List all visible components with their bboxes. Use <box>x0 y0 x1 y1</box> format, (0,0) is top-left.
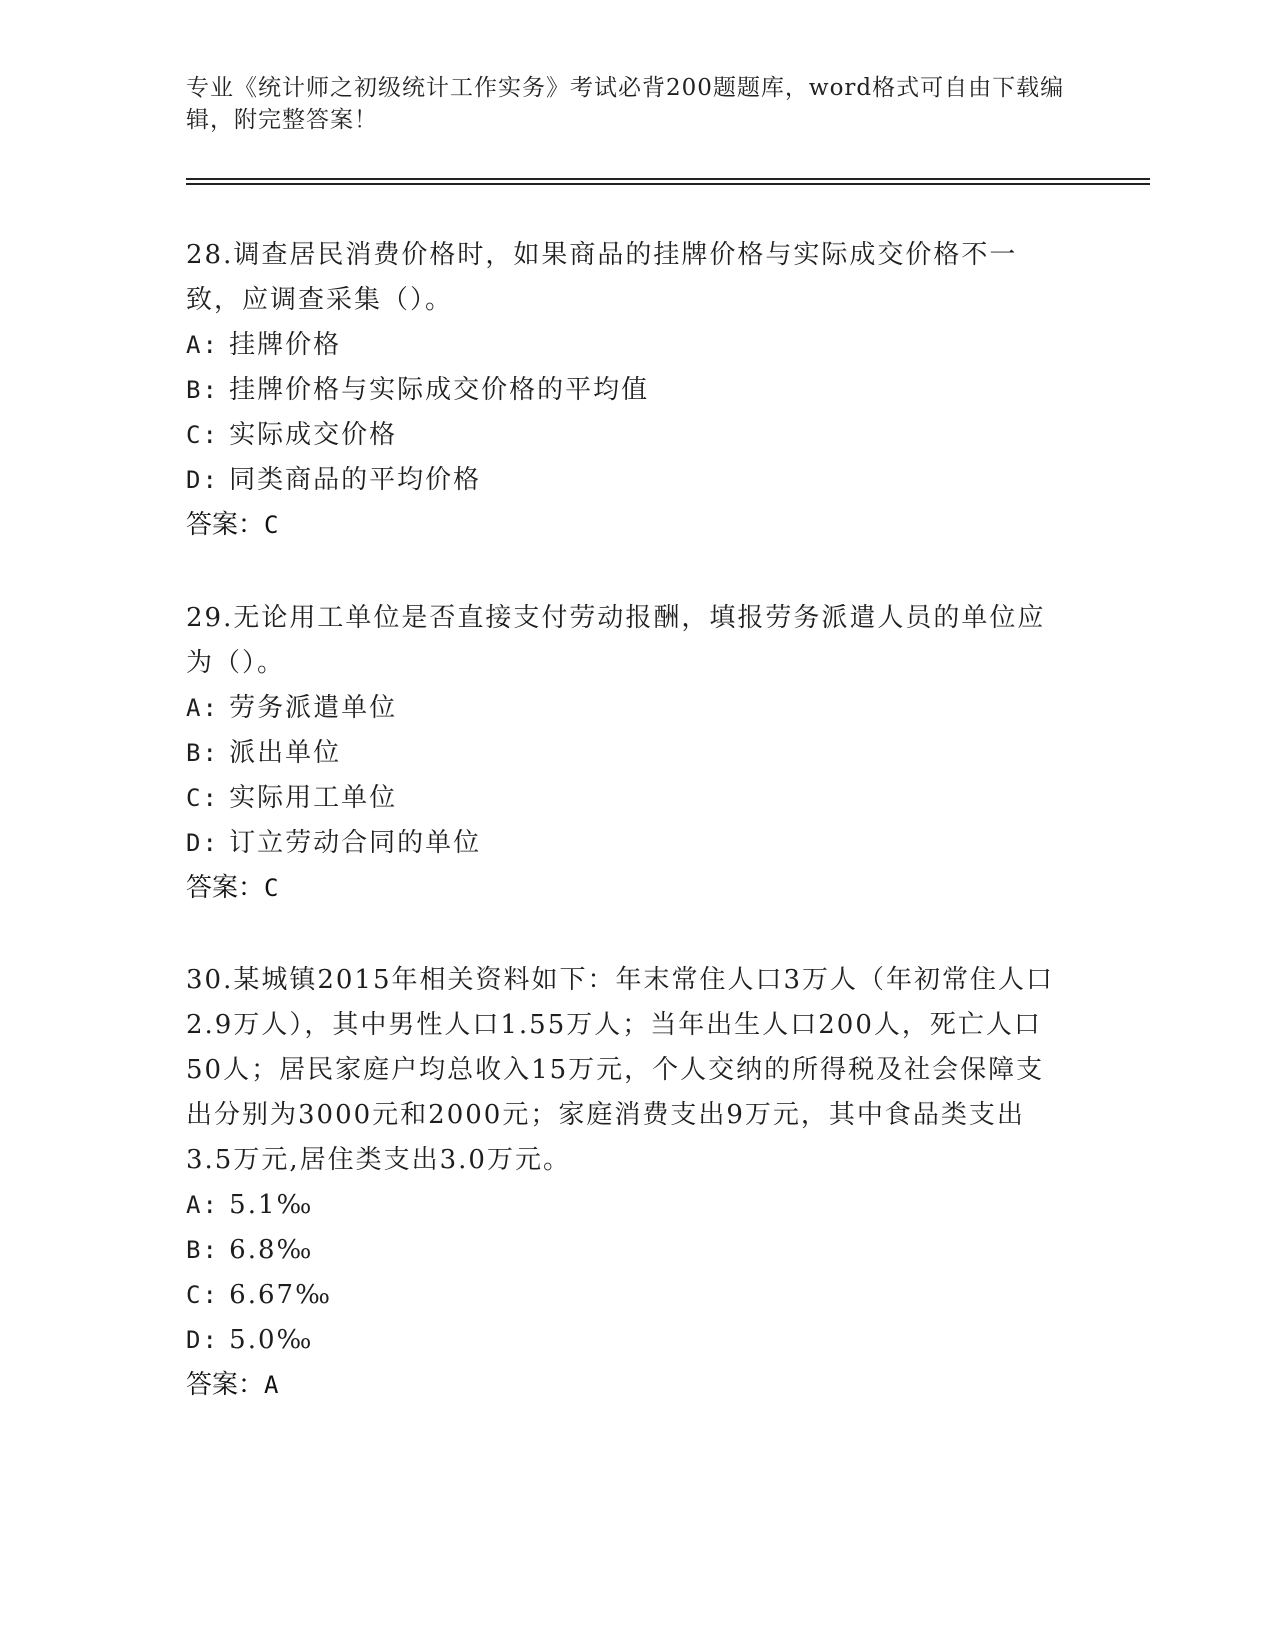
answer-label: 答案： <box>186 510 265 540</box>
question-30 <box>186 958 1066 1408</box>
option-c <box>186 1273 1066 1318</box>
answer-label: 答案： <box>186 1370 265 1400</box>
question-stem: 30.某城镇2015年相关资料如下：年末常住人口3万人（年初常住人口2.9万人），其中男性人口1.55万人；当年出生人口200人，死亡人口50人；居民家庭户均总收入15万元，个人交纳的所得税及社会保障支出分别为3000元和2000元；家庭消费支出9万元，其中食品类支出3.5万元,居住类支出3.0万元。 <box>186 965 1055 1175</box>
question-28 <box>186 233 1066 548</box>
question-stem: 29.无论用工单位是否直接支付劳动报酬，填报劳务派遣人员的单位应为（）。 <box>186 603 1046 678</box>
option-key: A: <box>186 331 219 359</box>
option-text: 5.0‰ <box>229 1325 314 1355</box>
option-d <box>186 821 1066 866</box>
option-text: 派出单位 <box>229 738 342 768</box>
option-text: 6.67‰ <box>229 1280 332 1310</box>
option-text: 实际成交价格 <box>229 420 398 450</box>
option-c <box>186 413 1066 458</box>
answer-label: 答案： <box>186 873 265 903</box>
answer-line <box>186 503 1066 548</box>
answer-value: A <box>264 1371 279 1399</box>
question-stem: 28.调查居民消费价格时，如果商品的挂牌价格与实际成交价格不一致，应调查采集（）。 <box>186 240 1018 315</box>
option-text: 劳务派遣单位 <box>229 693 398 723</box>
option-b <box>186 1228 1066 1273</box>
option-c <box>186 776 1066 821</box>
header-divider-bottom <box>186 183 1150 185</box>
answer-line <box>186 1363 1066 1408</box>
option-text: 订立劳动合同的单位 <box>229 828 482 858</box>
option-text: 5.1‰ <box>229 1190 314 1220</box>
option-b <box>186 731 1066 776</box>
answer-line <box>186 866 1066 911</box>
option-key: D: <box>186 829 219 857</box>
option-key: B: <box>186 1236 219 1264</box>
option-a <box>186 686 1066 731</box>
option-a <box>186 323 1066 368</box>
option-key: B: <box>186 376 219 404</box>
option-a <box>186 1183 1066 1228</box>
option-d <box>186 458 1066 503</box>
answer-value: C <box>264 874 279 902</box>
option-text: 实际用工单位 <box>229 783 398 813</box>
option-key: C: <box>186 1281 219 1309</box>
option-d <box>186 1318 1066 1363</box>
option-key: D: <box>186 1326 219 1354</box>
option-key: A: <box>186 1191 219 1219</box>
option-key: A: <box>186 694 219 722</box>
question-29 <box>186 596 1066 911</box>
document-header: 专业《统计师之初级统计工作实务》考试必背200题题库，word格式可自由下载编辑，附完整答案！ <box>186 75 1065 133</box>
option-text: 6.8‰ <box>229 1235 314 1265</box>
option-key: C: <box>186 421 219 449</box>
option-key: C: <box>186 784 219 812</box>
header-divider-top <box>186 178 1150 180</box>
answer-value: C <box>264 511 279 539</box>
option-b <box>186 368 1066 413</box>
option-key: D: <box>186 466 219 494</box>
option-key: B: <box>186 739 219 767</box>
option-text: 挂牌价格 <box>229 330 342 360</box>
option-text: 挂牌价格与实际成交价格的平均值 <box>229 375 650 405</box>
option-text: 同类商品的平均价格 <box>229 465 482 495</box>
